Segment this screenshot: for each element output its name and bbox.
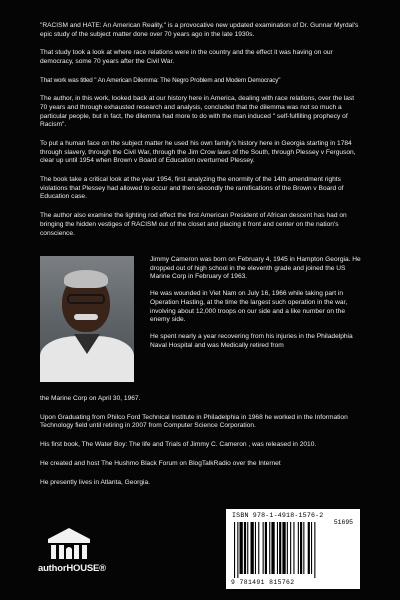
blurb-paragraph: The book take a critical look at the year 1954, first analyzing the enormity of the 14th amendment rights violations that Plessey had allowed to occur and then secondly the ramifications of the Brown v Board of Education case. bbox=[40, 176, 344, 201]
ean-digits: 9 781491 815762 bbox=[231, 579, 295, 586]
bio-paragraph: He presently lives in Atlanta, Georgia. bbox=[40, 478, 150, 486]
author-photo bbox=[40, 256, 134, 382]
barcode-bars bbox=[234, 522, 352, 578]
price-code: 51695 bbox=[333, 519, 353, 526]
publisher-name: authorHOUSE® bbox=[38, 563, 106, 574]
isbn-barcode bbox=[226, 509, 360, 589]
blurb-paragraph: That work was titled " An American Dilemma: The Negro Problem and Modern Democracy" bbox=[40, 76, 281, 84]
blurb-paragraph: To put a human face on the subject matter he used his own family's history here in Georgia starting in 1784 through slavery, through the Civil War, through the Jim Crow laws of the South, through Plessey v Ferguson, clear up until 1954 when Brown v Board of Education overturned Plessey. bbox=[40, 139, 356, 165]
bio-paragraph: He was wounded in Viet Nam on July 16, 1966 while taking part in Operation Hasting, at the time the largest such operation in the war, involving about 12,000 troops on our side and a like number on the enemy side. bbox=[150, 290, 348, 324]
author-bio bbox=[40, 395, 362, 497]
isbn-number: ISBN 978-1-4918-1576-2 bbox=[232, 512, 324, 519]
blurb-paragraph: The author also examine the lighting rod effect the first American President of African descent has had on bringing the hidden vestiges of RACISM out of the closet and placing it front and center on the nation's conscience. bbox=[40, 212, 347, 237]
blurb-paragraph: "RACISM and HATE: An American Reality," is a provocative new updated examination of Dr. Gunnar Myrdal's epic study of the subject matter done over 70 years ago in the late 1930s. bbox=[40, 22, 359, 38]
bio-paragraph: His first book, The Water Boy: The life and Trials of Jimmy C. Cameron , was released in 2010. bbox=[40, 441, 317, 449]
blurb-paragraph: The author, in this work, looked back at our history here in America, dealing with race relations, over the last 70 years and through exhausted research and analysis, concluded that the dilemma was not so much a particular people, but in fact, the dilemma had more to do with the man induced " self-fulfilling prophecy of Racism". bbox=[40, 95, 355, 129]
publisher-logo bbox=[38, 527, 106, 583]
book-blurb bbox=[40, 22, 362, 248]
bio-paragraph: the Marine Corp on April 30, 1967. bbox=[40, 395, 141, 402]
bio-paragraph: Upon Graduating from Philco Ford Technical Institute in Philadelphia in 1968 he worked in the Information Technology field until retiring in 2007 from Computer Science Corporation. bbox=[40, 413, 348, 430]
bio-paragraph: Jimmy Cameron was born on February 4, 1945 in Hampton Georgia. He dropped out of high school in the eleventh grade and joined the US Marine Corp in February of 1963. bbox=[150, 256, 361, 281]
bio-paragraph: He spent nearly a year recovering from his injuries in the Philadelphia Naval Hospital and was Medically retired from bbox=[150, 332, 353, 349]
authorhouse-logo-icon bbox=[46, 527, 92, 561]
author-bio-side bbox=[150, 256, 364, 358]
bio-paragraph: He created and host The Hushmo Black Forum on BlogTalkRadio over the Internet bbox=[40, 459, 281, 467]
blurb-paragraph: That study took a look at where race relations were in the country and the effect it was having on our democracy, some 70 years after the Civil War. bbox=[40, 49, 333, 66]
